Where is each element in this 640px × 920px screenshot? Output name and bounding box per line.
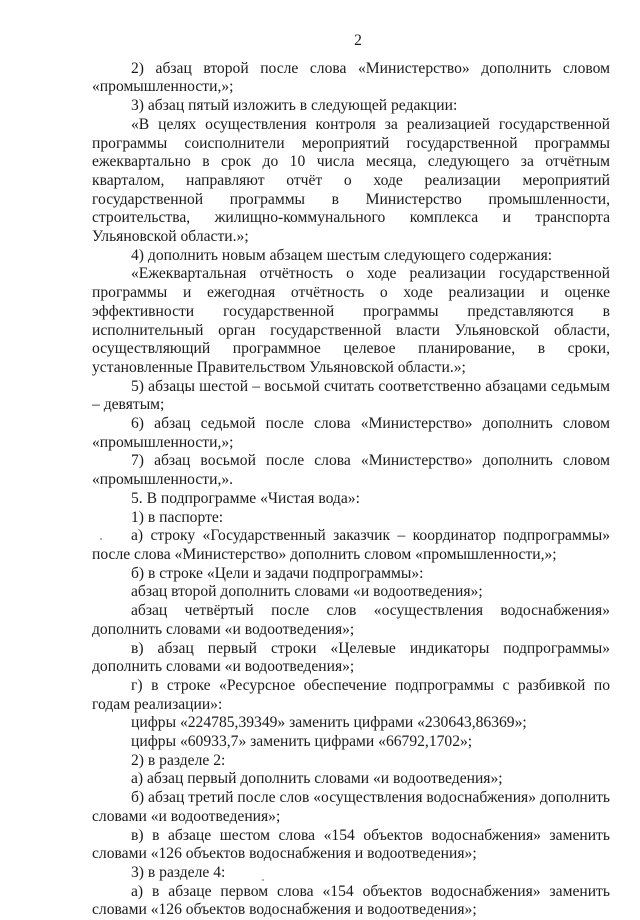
- paragraph: г) в строке «Ресурсное обеспечение подпрограммы с разбивкой по годам реализации»:: [92, 676, 610, 713]
- paragraph: «Ежеквартальная отчётность о ходе реализации государственной программы и ежегодная отчётность о ходе реализации и оценке эффективности государственной программы представляются в исполнительный орган государственной власти Ульяновской области, осуществляющий программное целевое планирование, в сроки, установленные Правительством Ульяновской области.»;: [92, 265, 610, 376]
- paragraph: 3) абзац пятый изложить в следующей редакции:: [131, 97, 458, 115]
- paragraph: в) в абзаце шестом слова «154 объектов водоснабжения» заменить словами «126 объектов водоснабжения и водоотведения»;: [92, 826, 610, 863]
- paragraph: а) абзац первый дополнить словами «и водоотведения»;: [131, 770, 503, 788]
- paragraph: а) в абзаце первом слова «154 объектов водоснабжения» заменить словами «126 объектов водоснабжения и водоотведения»;: [92, 882, 610, 919]
- paragraph: б) абзац третий после слов «осуществления водоснабжения» дополнить словами «и водоотведения»;: [92, 789, 610, 825]
- paragraph: 2) абзац второй после слова «Министерство» дополнить словом «промышленности,»;: [92, 59, 610, 96]
- paragraph: б) в строке «Цели и задачи подпрограммы»:: [131, 564, 424, 582]
- page-number: 2: [354, 32, 362, 49]
- paragraph: 3) в разделе 4:: [131, 863, 226, 881]
- paragraph: 5) абзацы шестой – восьмой считать соответственно абзацами седьмым – девятым;: [92, 377, 610, 414]
- paragraph: в) абзац первый строки «Целевые индикаторы подпрограммы» дополнить словами «и водоотведения»;: [92, 639, 610, 676]
- paragraph: 1) в паспорте:: [131, 508, 224, 526]
- paragraph: «В целях осуществления контроля за реализацией государственной программы соисполнители мероприятий государственной программы ежеквартально в срок до 10 числа месяца, следующего за отчётным кварталом, направляют отчёт о ходе реализации мероприятий государственной программы в Министерство промышленности, строительства, жилищно-коммунального комплекса и транспорта Ульяновской области.»;: [92, 115, 610, 246]
- scan-speck: [100, 538, 102, 540]
- paragraph: 5. В подпрограмме «Чистая вода»:: [131, 489, 360, 507]
- scan-speck: [262, 879, 264, 881]
- paragraph: 4) дополнить новым абзацем шестым следующего содержания:: [131, 246, 553, 264]
- paragraph: абзац второй дополнить словами «и водоотведения»;: [131, 583, 483, 601]
- paragraph: абзац четвёртый после слов «осуществления водоснабжения» дополнить словами «и водоотведения»;: [92, 602, 610, 638]
- paragraph: а) строку «Государственный заказчик – координатор подпрограммы» после слова «Министерство» дополнить словом «промышленности,»;: [92, 527, 610, 563]
- paragraph: 7) абзац восьмой после слова «Министерство» дополнить словом «промышленности,».: [92, 452, 610, 489]
- paragraph: цифры «60933,7» заменить цифрами «66792,1702»;: [131, 733, 473, 751]
- paragraph: 2) в разделе 2:: [131, 751, 226, 769]
- paragraph: 6) абзац седьмой после слова «Министерство» дополнить словом «промышленности,»;: [92, 415, 610, 451]
- paragraph: цифры «224785,39349» заменить цифрами «230643,86369»;: [131, 714, 527, 732]
